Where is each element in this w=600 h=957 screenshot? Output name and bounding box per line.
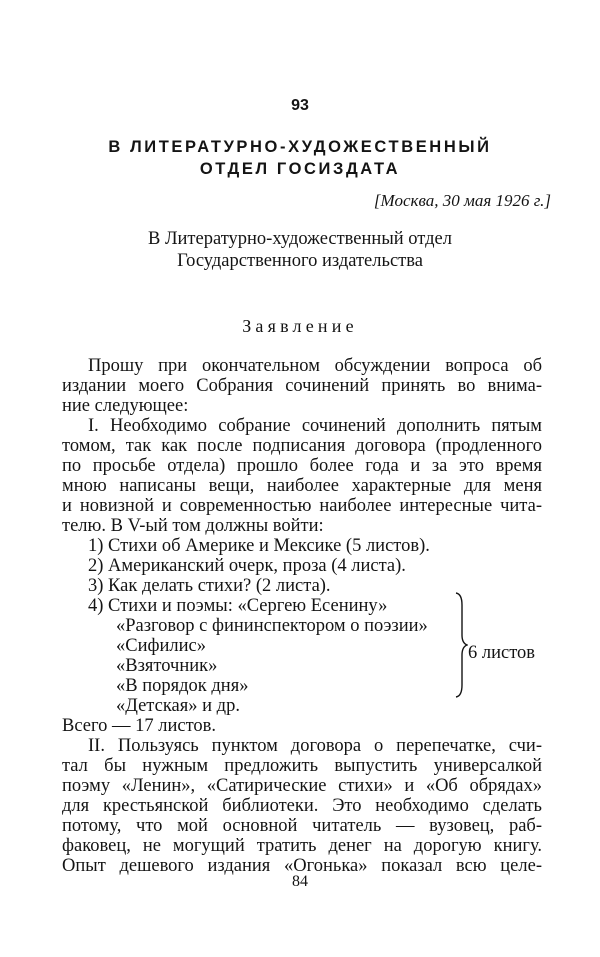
date-line: [Москва, 30 мая 1926 г.] (373, 191, 551, 210)
list-item: 3) Как делать стихи? (2 листа). (88, 576, 331, 596)
body-line: Опыт дешевого издания «Огонька» показал всю целе- (62, 856, 542, 876)
body-line: для крестьянской библиотеки. Это необходимо сделать (62, 796, 542, 816)
poem-title: «Разговор с фининспектором о поэзии» (116, 616, 428, 636)
body-line: ние следующее: (62, 396, 189, 416)
title-line-2: ОТДЕЛ ГОСИЗДАТА (199, 160, 401, 178)
brace-total-label: 6 листов (468, 643, 536, 663)
statement-heading: Заявление (242, 316, 358, 336)
document-number: 93 (291, 97, 309, 114)
addressee-line-2: Государственного издательства (177, 251, 423, 271)
body-line: томом, так как после подписания договора (продленного (62, 436, 542, 456)
right-brace-icon (454, 591, 468, 699)
list-item: 1) Стихи об Америке и Мексике (5 листов). (88, 536, 430, 556)
page-number: 84 (292, 873, 308, 890)
body-line: по просьбе отдела) прошло более года и за это время (62, 456, 542, 476)
list-item: 4) Стихи и поэмы: «Сергею Есенину» (88, 596, 388, 616)
body-line: издании моего Собрания сочинений принять во внима- (62, 376, 542, 396)
body-line: и новизной и современностью наиболее интересные чита- (62, 496, 542, 516)
addressee (0, 228, 600, 272)
body-line: факовец, не могущий тратить денег на дорогую книгу. (62, 836, 542, 856)
body-text (62, 356, 542, 876)
document-title (0, 136, 600, 180)
body-line: Прошу при окончательном обсуждении вопроса об (88, 356, 542, 376)
body-line: II. Пользуясь пунктом договора о перепечатке, счи- (88, 736, 542, 756)
body-line: поэму «Ленин», «Сатирические стихи» и «Об обрядах» (62, 776, 542, 796)
title-line-1: В ЛИТЕРАТУРНО-ХУДОЖЕСТВЕННЫЙ (108, 138, 492, 156)
list-item: 2) Американский очерк, проза (4 листа). (88, 556, 406, 576)
body-line: потому, что мой основной читатель — вузовец, раб- (62, 816, 542, 836)
body-line: мною написаны вещи, наиболее характерные для меня (62, 476, 542, 496)
poem-title: «Взяточник» (116, 656, 218, 676)
poem-title: «В порядок дня» (116, 676, 249, 696)
body-line: Всего — 17 листов. (62, 716, 217, 736)
body-line: телю. В V-ый том должны войти: (62, 516, 324, 536)
poem-title: «Детская» и др. (116, 696, 240, 716)
body-line: I. Необходимо собрание сочинений дополнить пятым (88, 416, 542, 436)
poem-title: «Сифилис» (116, 636, 206, 656)
addressee-line-1: В Литературно-художественный отдел (148, 229, 452, 249)
body-line: тал бы нужным предложить выпустить универсалкой (62, 756, 542, 776)
